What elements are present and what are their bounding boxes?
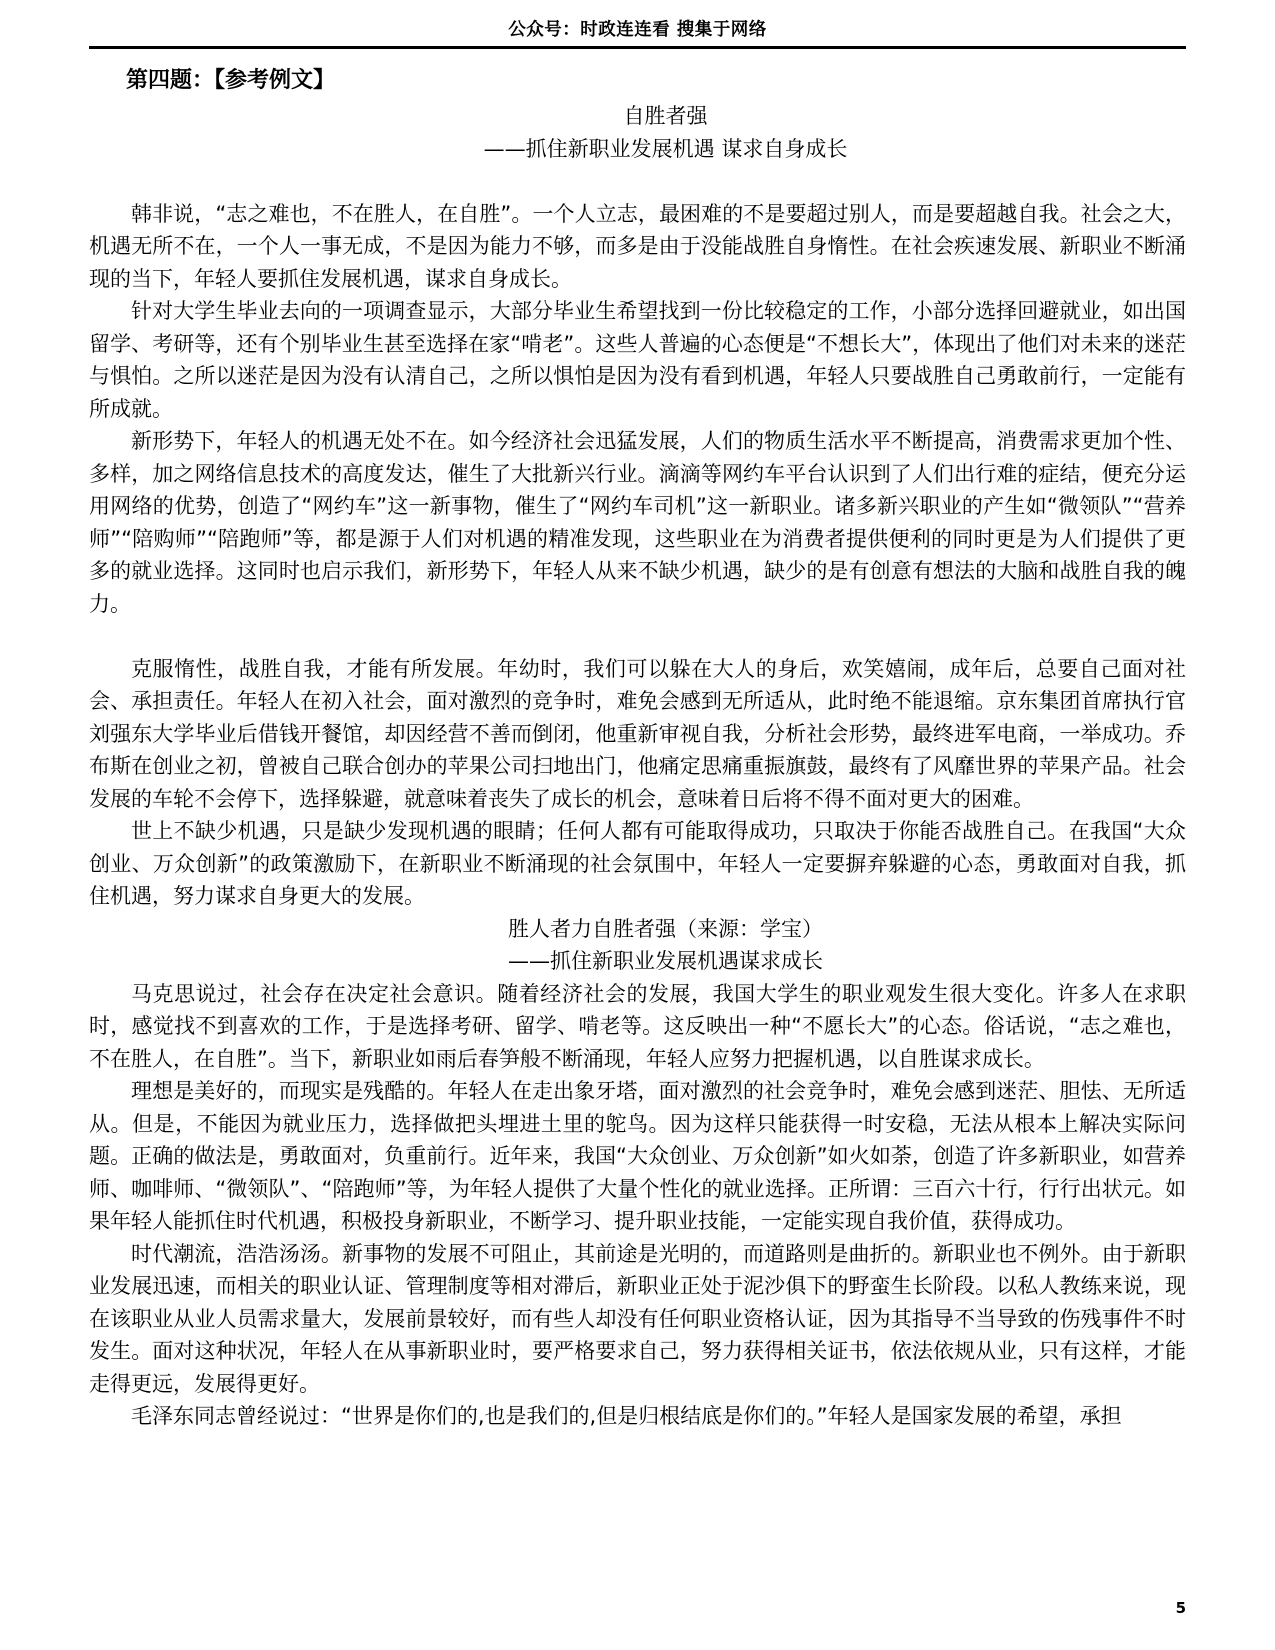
- essay2-paragraph-2: 理想是美好的，而现实是残酷的。年轻人在走出象牙塔，面对激烈的社会竞争时，难免会感到迷茫、胆怯、无所适从。但是，不能因为就业压力，选择做把头埋进土里的鸵鸟。因为这样只能获得一时安稳，无法从根本上解决实际问题。正确的做法是，勇敢面对，负重前行。近年来，我国“大众创业、万众创新”如火如荼，创造了许多新职业，如营养师、咖啡师、“微领队”、“陪跑师”等，为年轻人提供了大量个性化的就业选择。正所谓：三百六十行，行行出状元。如果年轻人能抓住时代机遇，积极投身新职业，不断学习、提升职业技能，一定能实现自我价值，获得成功。: [89, 1079, 1186, 1233]
- masthead-divider: [89, 46, 1186, 49]
- essay1-paragraph-3: 新形势下，年轻人的机遇无处不在。如今经济社会迅猛发展，人们的物质生活水平不断提高，消费需求更加个性、多样，加之网络信息技术的高度发达，催生了大批新兴行业。滴滴等网约车平台认识到了人们出行难的症结，便充分运用网络的优势，创造了“网约车”这一新事物，催生了“网约车司机”这一新职业。诸多新兴职业的产生如“微领队”“营养师”“陪购师”“陪跑师”等，都是源于人们对机遇的精准发现，这些职业在为消费者提供便利的同时更是为人们提供了更多的就业选择。这同时也启示我们，新形势下，年轻人从来不缺少机遇，缺少的是有创意有想法的大脑和战胜自我的魄力。: [89, 429, 1186, 616]
- essay1-paragraph-2: 针对大学生毕业去向的一项调查显示，大部分毕业生希望找到一份比较稳定的工作，小部分选择回避就业，如出国留学、考研等，还有个别毕业生甚至选择在家“啃老”。这些人普遍的心态便是“不想长大”，体现出了他们对未来的迷茫与惧怕。之所以迷茫是因为没有认清自己，之所以惧怕是因为没有看到机遇，年轻人只要战胜自己勇敢前行，一定能有所成就。: [89, 299, 1186, 421]
- masthead-text: 公众号：时政连连看 搜集于网络: [508, 20, 767, 40]
- section-heading: 第四题：【参考例文】: [126, 68, 336, 93]
- essay2-paragraph-3: 时代潮流，浩浩汤汤。新事物的发展不可阻止，其前途是光明的，而道路则是曲折的。新职业也不例外。由于新职业发展迅速，而相关的职业认证、管理制度等相对滞后，新职业正处于泥沙俱下的野蛮生长阶段。以私人教练来说，现在该职业从业人员需求量大，发展前景较好，而有些人却没有任何职业资格认证，因为其指导不当导致的伤残事件不时发生。面对这种状况，年轻人在从事新职业时，要严格要求自己，努力获得相关证书，依法依规从业，只有这样，才能走得更远，发展得更好。: [89, 1241, 1186, 1396]
- essay2-title: 胜人者力自胜者强（来源：学宝）: [508, 916, 823, 941]
- blank-line: [89, 620, 1186, 653]
- essay1-title: 自胜者强: [623, 104, 708, 128]
- essay1-paragraph-5: 世上不缺少机遇，只是缺少发现机遇的眼睛；任何人都有可能取得成功，只取决于你能否战胜自己。在我国“大众创业、万众创新”的政策激励下，在新职业不断涌现的社会氛围中，年轻人一定要摒弃躲避的心态，勇敢面对自我，抓住机遇，努力谋求自身更大的发展。: [89, 819, 1186, 908]
- page-number: 5: [1175, 1599, 1186, 1617]
- essay1-subtitle: ——抓住新职业发展机遇 谋求自身成长: [483, 136, 848, 161]
- essay2-paragraph-4: 毛泽东同志曾经说过：“世界是你们的,也是我们的,但是归根结底是你们的。”年轻人是国家发展的希望，承担: [131, 1404, 1122, 1428]
- essay1-paragraph-1: 韩非说，“志之难也，不在胜人，在自胜”。一个人立志，最困难的不是要超过别人，而是要超越自我。社会之大，机遇无所不在，一个人一事无成，不是因为能力不够，而多是由于没能战胜自身惰性。在社会疾速发展、新职业不断涌现的当下，年轻人要抓住发展机遇，谋求自身成长。: [89, 201, 1186, 291]
- essay1-paragraph-4: 克服惰性，战胜自我，才能有所发展。年幼时，我们可以躲在大人的身后，欢笑嬉闹，成年后，总要自己面对社会、承担责任。年轻人在初入社会，面对激烈的竞争时，难免会感到无所适从，此时绝不能退缩。京东集团首席执行官刘强东大学毕业后借钱开餐馆，却因经营不善而倒闭，他重新审视自我，分析社会形势，最终进军电商，一举成功。乔布斯在创业之初，曾被自己联合创办的苹果公司扫地出门，他痛定思痛重振旗鼓，最终有了风靡世界的苹果产品。社会发展的车轮不会停下，选择躲避，就意味着丧失了成长的机会，意味着日后将不得不面对更大的困难。: [89, 656, 1186, 811]
- essay2-paragraph-1: 马克思说过，社会存在决定社会意识。随着经济社会的发展，我国大学生的职业观发生很大变化。许多人在求职时，感觉找不到喜欢的工作，于是选择考研、留学、啃老等。这反映出一种“不愿长大”的心态。俗话说，“志之难也，不在胜人，在自胜”。当下，新职业如雨后春笋般不断涌现，年轻人应努力把握机遇，以自胜谋求成长。: [89, 981, 1186, 1071]
- blank-line: [89, 165, 1186, 198]
- document-content: [89, 67, 1186, 1433]
- essay2-subtitle: ——抓住新职业发展机遇谋求成长: [508, 949, 823, 973]
